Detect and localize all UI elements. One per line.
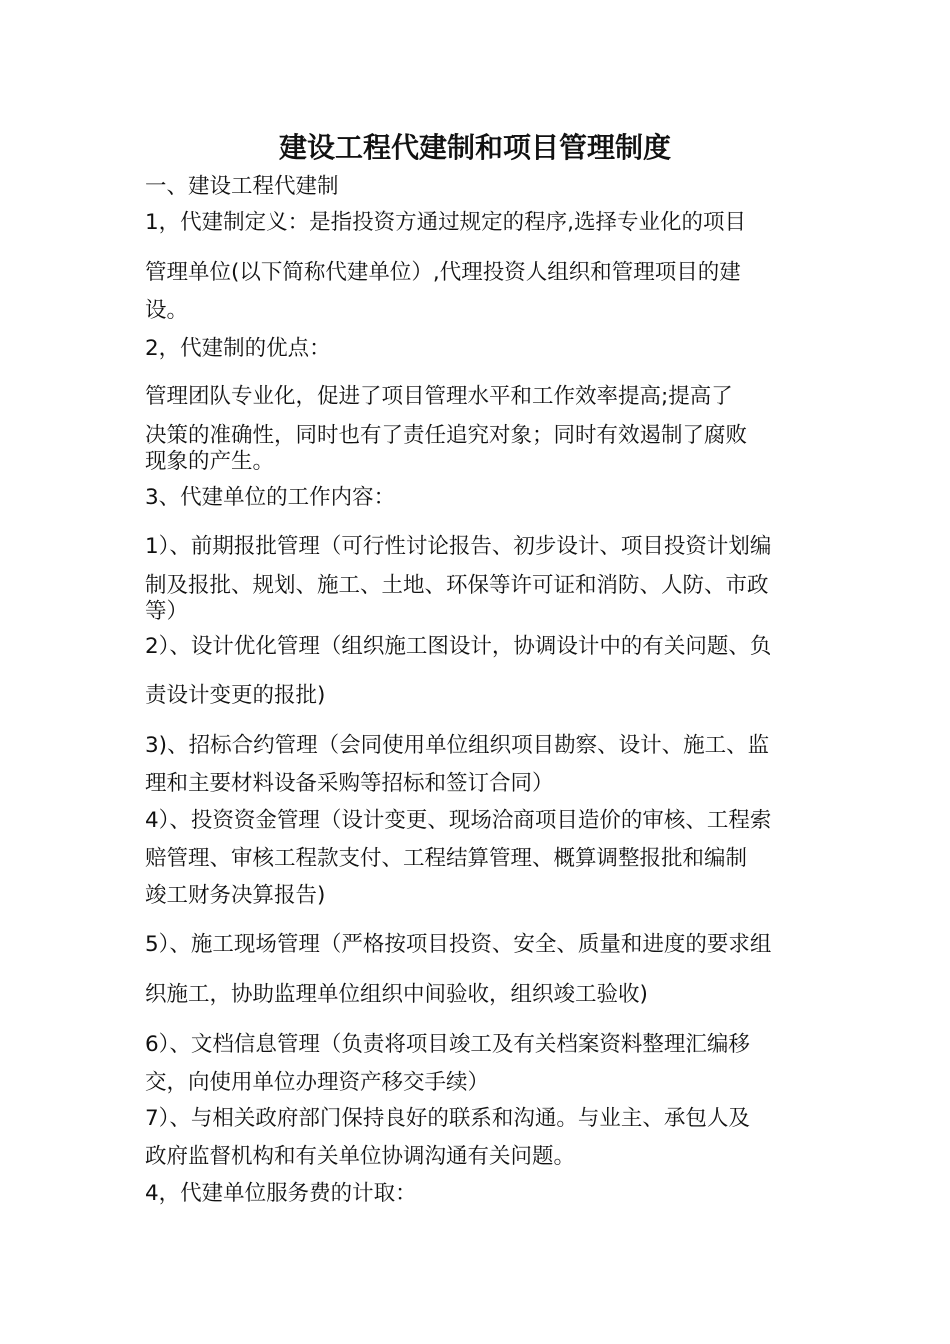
text-line: 6）、文档信息管理（负责将项目竣工及有关档案资料整理汇编移 [145, 1032, 750, 1057]
text-line: 7）、与相关政府部门保持良好的联系和沟通。与业主、承包人及 [145, 1106, 750, 1131]
text-line: 2）、设计优化管理（组织施工图设计，协调设计中的有关问题、负 [145, 634, 772, 659]
text-line: 等） [145, 599, 189, 624]
text-line: 1）、前期报批管理（可行性讨论报告、初步设计、项目投资计划编 [145, 534, 772, 559]
text-line: 管理团队专业化，促进了项目管理水平和工作效率提高;提高了 [145, 384, 733, 409]
text-line: 制及报批、规划、施工、土地、环保等许可证和消防、人防、市政 [145, 573, 769, 598]
text-line: 理和主要材料设备采购等招标和签订合同） [145, 771, 554, 796]
text-line: 5）、施工现场管理（严格按项目投资、安全、质量和进度的要求组 [145, 932, 772, 957]
document-title: 建设工程代建制和项目管理制度 [278, 131, 671, 164]
section-heading: 一、建设工程代建制 [145, 174, 339, 199]
text-line: 责设计变更的报批) [145, 683, 326, 708]
text-line: 管理单位(以下简称代建单位）,代理投资人组织和管理项目的建 [145, 260, 741, 285]
text-line: 1，代建制定义：是指投资方通过规定的程序,选择专业化的项目 [145, 210, 747, 235]
text-line: 竣工财务决算报告) [145, 883, 326, 908]
text-line: 决策的准确性，同时也有了责任追究对象；同时有效遏制了腐败 [145, 423, 748, 448]
text-line: 2，代建制的优点： [145, 336, 331, 361]
text-line: 4，代建单位服务费的计取： [145, 1181, 417, 1206]
text-line: 3、代建单位的工作内容： [145, 485, 396, 510]
text-line: 交，向使用单位办理资产移交手续） [145, 1070, 490, 1095]
text-line: 4）、投资资金管理（设计变更、现场洽商项目造价的审核、工程索 [145, 808, 772, 833]
text-line: 3)、招标合约管理（会同使用单位组织项目勘察、设计、施工、监 [145, 733, 770, 758]
text-line: 政府监督机构和有关单位协调沟通有关问题。 [145, 1144, 576, 1169]
text-line: 赔管理、审核工程款支付、工程结算管理、概算调整报批和编制 [145, 846, 748, 871]
text-line: 设。 [145, 298, 189, 323]
text-line: 现象的产生。 [145, 449, 275, 474]
text-line: 织施工，协助监理单位组织中间验收，组织竣工验收) [145, 982, 648, 1007]
